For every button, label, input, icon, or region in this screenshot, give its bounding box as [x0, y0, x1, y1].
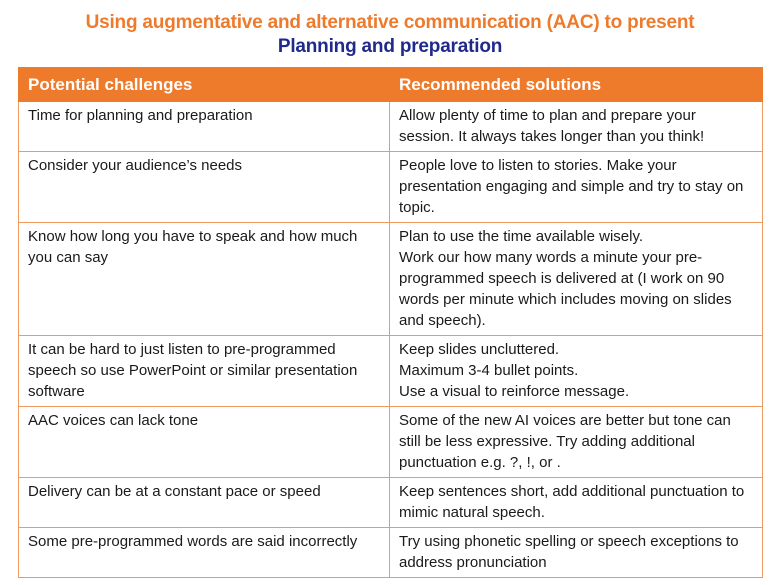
challenge-cell — [19, 152, 390, 223]
solution-text: Maximum 3-4 bullet points. — [399, 362, 579, 379]
solution-cell — [390, 336, 763, 407]
solution-text: People love to listen to stories. Make your presentation engaging and simple and try to stay on topic. — [399, 157, 744, 216]
solution-text: Keep slides uncluttered. — [399, 341, 560, 358]
solution-cell — [390, 478, 763, 528]
solution-text: Try using phonetic spelling or speech exceptions to address pronunciation — [399, 533, 739, 571]
challenge-cell — [19, 528, 390, 578]
table-row — [19, 407, 763, 478]
solution-cell — [390, 407, 763, 478]
table-row — [19, 152, 763, 223]
challenge-cell — [19, 223, 390, 336]
challenge-text: Know how long you have to speak and how much you can say — [28, 228, 358, 266]
page-title: Using augmentative and alternative communication (AAC) to present — [85, 12, 695, 33]
solution-text: Some of the new AI voices are better but tone can still be less expressive. Try adding additional punctuation e.g. ?, !, or . — [399, 412, 731, 471]
solution-text: Plan to use the time available wisely. — [399, 228, 644, 245]
solution-text: Use a visual to reinforce message. — [399, 383, 630, 400]
page-subtitle: Planning and preparation — [277, 36, 503, 57]
challenge-text: Some pre-programmed words are said incorrectly — [28, 533, 358, 550]
challenge-text: It can be hard to just listen to pre-programmed speech so use PowerPoint or similar presentation software — [28, 341, 358, 400]
solution-text: Keep sentences short, add additional punctuation to mimic natural speech. — [399, 483, 745, 521]
challenge-cell — [19, 336, 390, 407]
table-row — [19, 478, 763, 528]
solution-cell — [390, 223, 763, 336]
table-header-row — [19, 68, 763, 102]
header-potential-challenges: Potential challenges — [19, 68, 390, 102]
solution-cell — [390, 102, 763, 152]
header-recommended-solutions: Recommended solutions — [390, 68, 763, 102]
challenge-cell — [19, 102, 390, 152]
challenge-text: AAC voices can lack tone — [28, 412, 199, 429]
solution-cell — [390, 528, 763, 578]
challenge-text: Consider your audience’s needs — [28, 157, 243, 174]
solution-text: Allow plenty of time to plan and prepare your session. It always takes longer than you think! — [399, 107, 705, 145]
challenge-cell — [19, 407, 390, 478]
table-row — [19, 223, 763, 336]
solution-text: Work our how many words a minute your pre-programmed speech is delivered at (I work on 90 words per minute which includes moving on slides and speech). — [399, 249, 732, 329]
title-block — [0, 10, 780, 59]
challenge-text: Time for planning and preparation — [28, 107, 253, 124]
solution-cell — [390, 152, 763, 223]
table-row — [19, 102, 763, 152]
table-row — [19, 528, 763, 578]
challenge-cell — [19, 478, 390, 528]
challenges-solutions-table — [18, 67, 763, 578]
table-row — [19, 336, 763, 407]
challenge-text: Delivery can be at a constant pace or speed — [28, 483, 321, 500]
